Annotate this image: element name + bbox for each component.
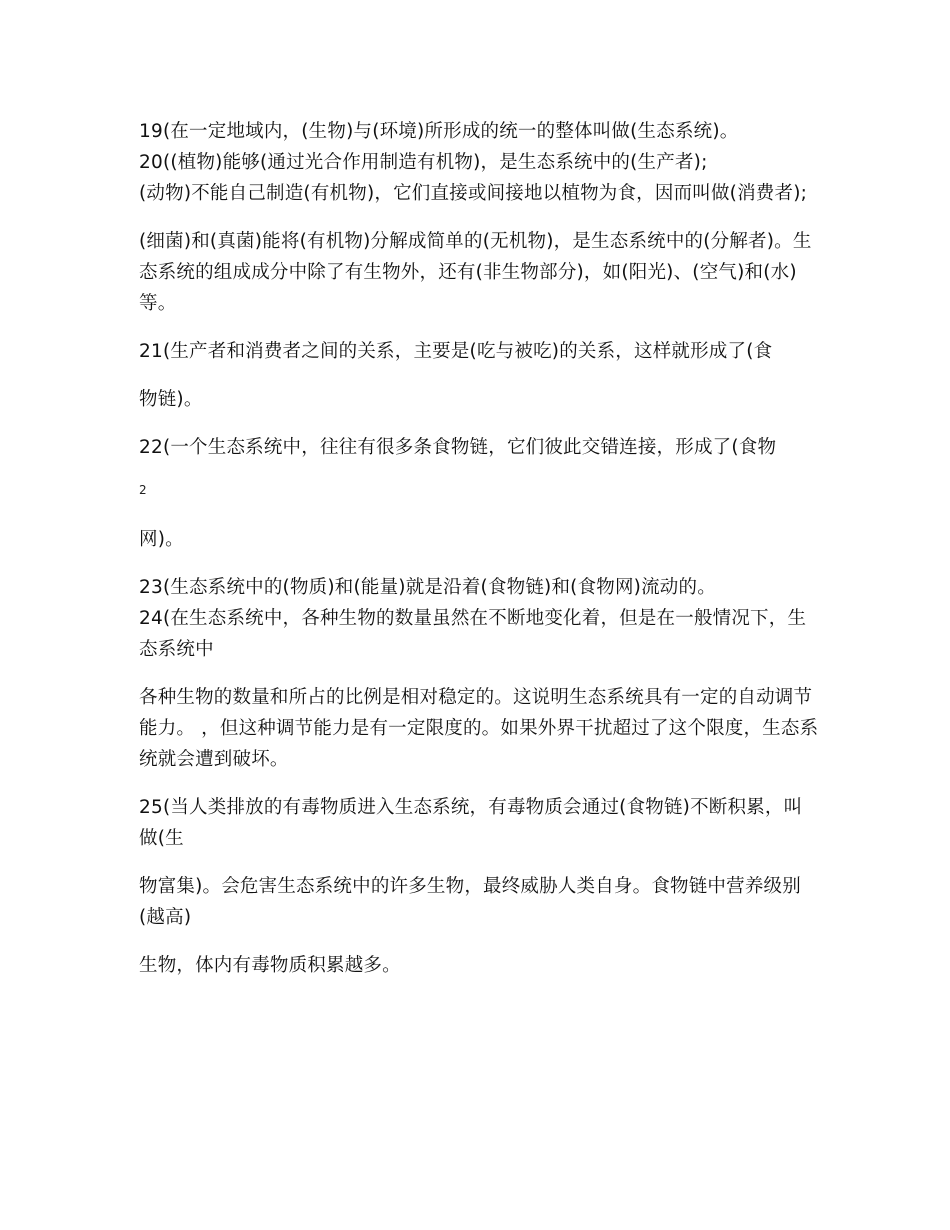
paragraph-19: 19(在一定地域内，(生物)与(环境)所形成的统一的整体叫做(生态系统)。 <box>139 121 739 142</box>
paragraph-22: 22(一个生态系统中，往往有很多条食物链，它们彼此交错连接，形成了(食物 <box>139 437 777 458</box>
paragraph-24: 24(在生态系统中，各种生物的数量虽然在不断地变化着，但是在一般情况下，生态系统中 <box>139 608 807 660</box>
paragraph-25: 25(当人类排放的有毒物质进入生态系统，有毒物质会通过(食物链)不断积累，叫做(生 <box>139 797 803 849</box>
document-body <box>139 116 819 998</box>
paragraph-24-cont: 各种生物的数量和所占的比例是相对稳定的。这说明生态系统具有一定的自动调节能力。 ，但这种调节能力是有一定限度的。如果外界干扰超过了这个限度，生态系统就会遭到破坏。 <box>139 687 819 770</box>
page-number: 2 <box>139 483 147 497</box>
paragraph-20-consumers: (动物)不能自己制造(有机物)，它们直接或间接地以植物为食，因而叫做(消费者); <box>139 183 808 204</box>
paragraph-22-cont: 网)。 <box>139 529 184 550</box>
paragraph-21-cont: 物链)。 <box>139 389 203 410</box>
paragraph-21: 21(生产者和消费者之间的关系，主要是(吃与被吃)的关系，这样就形成了(食 <box>139 341 773 362</box>
paragraph-20: 20((植物)能够(通过光合作用制造有机物)，是生态系统中的(生产者); <box>139 152 708 173</box>
paragraph-23: 23(生态系统中的(物质)和(能量)就是沿着(食物链)和(食物网)流动的。 <box>139 577 716 598</box>
paragraph-25-cont: 物富集)。会危害生态系统中的许多生物，最终威胁人类自身。食物链中营养级别(越高) <box>139 876 801 928</box>
paragraph-25-end: 生物，体内有毒物质积累越多。 <box>139 955 401 976</box>
paragraph-20-decomposers: (细菌)和(真菌)能将(有机物)分解成简单的(无机物)，是生态系统中的(分解者)。生态系统的组成成分中除了有生物外，还有(非生物部分)，如(阳光)、(空气)和(水)等。 <box>139 231 812 314</box>
